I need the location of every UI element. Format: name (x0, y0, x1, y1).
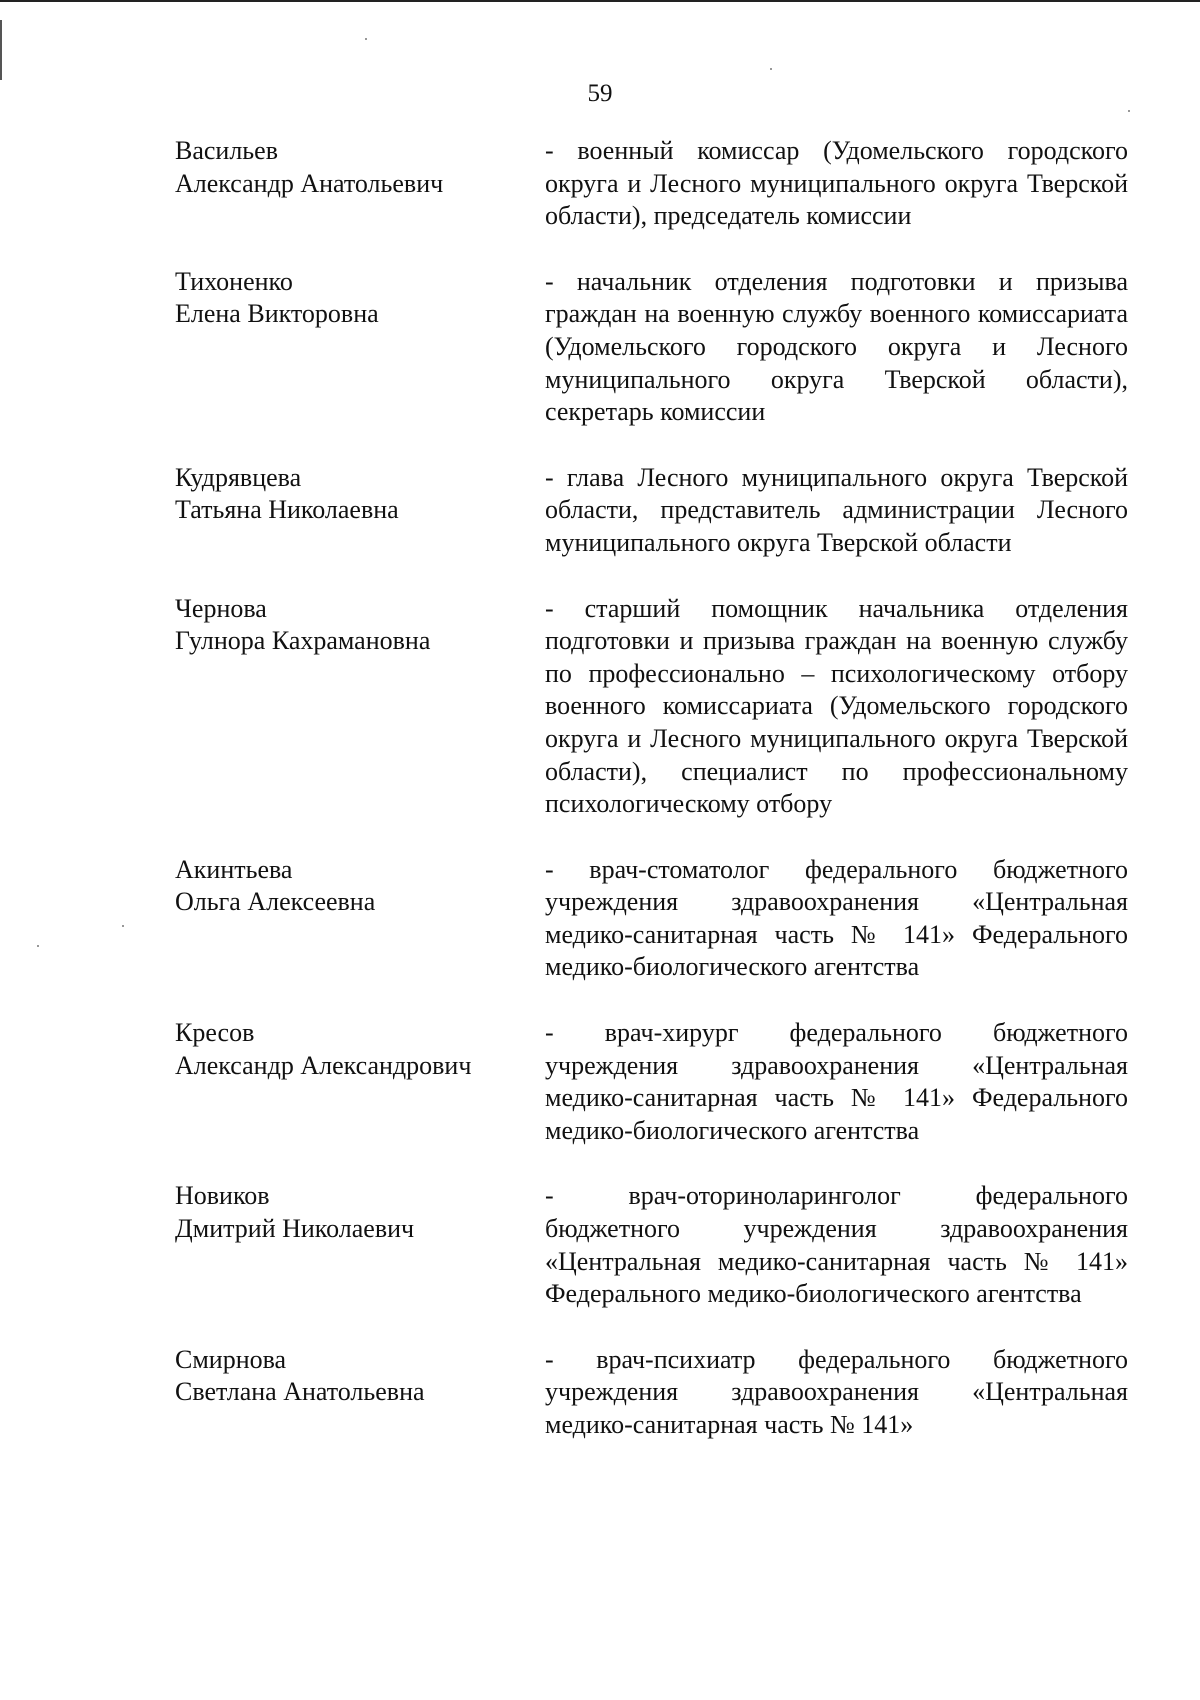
member-given-names: Татьяна Николаевна (175, 495, 399, 525)
member-entry (175, 462, 1128, 560)
member-given-names: Александр Александрович (175, 1050, 472, 1080)
page-number: 59 (587, 80, 613, 107)
member-entry (175, 1344, 1128, 1442)
member-role: - врач-хирург федерального бюджетного учреждения здравоохранения «Центральная медико-санитарная часть № 141» Федерального медико-биологического агентства (545, 1018, 1128, 1145)
member-surname: Васильев (175, 136, 278, 165)
commission-member-list (175, 135, 1128, 1475)
member-entry (175, 1017, 1128, 1147)
member-given-names: Светлана Анатольевна (175, 1377, 425, 1407)
member-name (175, 462, 545, 527)
member-name (175, 854, 545, 919)
member-role: - военный комиссар (Удомельского городского округа и Лесного муниципального округа Тверской области), председатель комиссии (545, 136, 1128, 231)
member-entry (175, 593, 1128, 821)
scan-speck (770, 68, 772, 70)
member-surname: Кудрявцева (175, 462, 302, 492)
member-given-names: Гулнора Кахрамановна (175, 626, 431, 656)
member-surname: Кресов (175, 1018, 255, 1048)
member-surname: Смирнова (175, 1344, 287, 1374)
member-role: - врач-оториноларинголог федерального бюджетного учреждения здравоохранения «Центральная медико-санитарная часть № 141» Федерального медико-биологического агентства (545, 1181, 1128, 1309)
member-name (175, 593, 545, 658)
scan-top-edge (0, 0, 1200, 2)
member-role: - глава Лесного муниципального округа Тверской области, представитель администрации Лесного муниципального округа Тверской области (545, 462, 1128, 557)
member-surname: Чернова (175, 593, 267, 623)
member-role: - врач-психиатр федерального бюджетного учреждения здравоохранения «Центральная медико-санитарная часть № 141» (545, 1344, 1128, 1439)
member-name (175, 1344, 545, 1409)
scan-left-edge (0, 20, 2, 80)
member-role: - начальник отделения подготовки и призыва граждан на военную службу военного комиссариата (Удомельского городского округа и Лесного муниципального округа Тверской области), секретарь комиссии (545, 266, 1128, 427)
member-name (175, 1180, 545, 1245)
scan-speck (1128, 110, 1130, 112)
member-surname: Новиков (175, 1181, 270, 1211)
member-name (175, 135, 545, 200)
member-name (175, 1017, 545, 1082)
member-given-names: Елена Викторовна (175, 299, 379, 329)
member-given-names: Александр Анатольевич (175, 168, 444, 198)
member-entry (175, 135, 1128, 233)
scan-speck (365, 38, 367, 40)
member-given-names: Дмитрий Николаевич (175, 1214, 415, 1244)
member-role: - врач-стоматолог федерального бюджетного учреждения здравоохранения «Центральная медико-санитарная часть № 141» Федерального медико-биологического агентства (545, 854, 1128, 982)
member-entry (175, 854, 1128, 984)
member-given-names: Ольга Алексеевна (175, 887, 376, 917)
scan-speck (37, 945, 39, 947)
scan-speck (122, 925, 124, 927)
member-surname: Тихоненко (175, 266, 293, 296)
member-name (175, 266, 545, 331)
member-role: - старший помощник начальника отделения подготовки и призыва граждан на военную службу по профессионально – психологическому отбору военного комиссариата (Удомельского городского округа и Лесного муниципального округа Тверской области), специалист по профессиональному психологическому отбору (545, 593, 1128, 819)
member-entry (175, 1180, 1128, 1310)
member-surname: Акинтьева (175, 854, 293, 884)
member-entry (175, 266, 1128, 429)
